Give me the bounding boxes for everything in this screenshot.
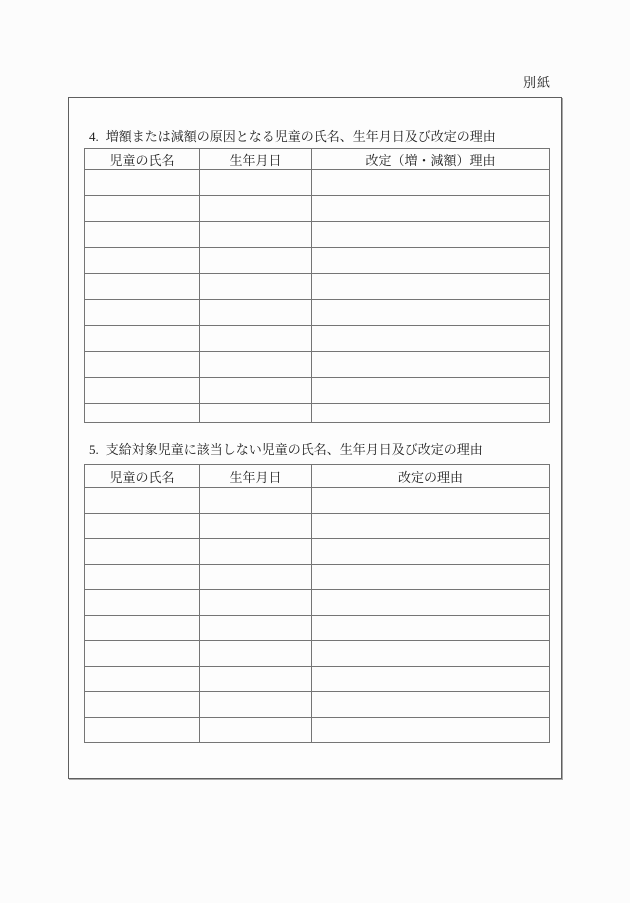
section-4-header-row: [85, 149, 550, 170]
empty-cell: [200, 196, 312, 222]
empty-cell: [312, 404, 550, 423]
empty-cell: [200, 222, 312, 248]
empty-row: [85, 513, 550, 539]
empty-row: [85, 717, 550, 743]
empty-cell: [312, 248, 550, 274]
empty-cell: [85, 222, 200, 248]
empty-cell: [85, 692, 200, 718]
empty-cell: [85, 666, 200, 692]
attachment-label: 別紙: [523, 75, 552, 90]
empty-cell: [200, 274, 312, 300]
empty-cell: [200, 378, 312, 404]
empty-row: [85, 352, 550, 378]
section-5-header-row: [85, 465, 550, 488]
empty-cell: [85, 170, 200, 196]
empty-row: [85, 300, 550, 326]
empty-cell: [312, 564, 550, 590]
empty-cell: [85, 590, 200, 616]
empty-cell: [85, 196, 200, 222]
column-header-revision-reason: 改定の理由: [312, 465, 550, 488]
section-4-table-body: [85, 170, 550, 423]
empty-row: [85, 222, 550, 248]
empty-cell: [85, 326, 200, 352]
section-4-title: [89, 129, 496, 145]
empty-cell: [200, 248, 312, 274]
section-4-number: 4.: [89, 129, 99, 144]
section-5-table-body: [85, 488, 550, 743]
empty-cell: [312, 641, 550, 667]
column-header-child-name: 児童の氏名: [85, 465, 200, 488]
empty-cell: [200, 170, 312, 196]
empty-row: [85, 274, 550, 300]
empty-cell: [85, 300, 200, 326]
empty-cell: [200, 564, 312, 590]
section-4-title-text: 増額または減額の原因となる児童の氏名、生年月日及び改定の理由: [105, 129, 496, 144]
empty-cell: [85, 352, 200, 378]
empty-row: [85, 641, 550, 667]
empty-cell: [85, 564, 200, 590]
empty-row: [85, 692, 550, 718]
empty-cell: [85, 513, 200, 539]
empty-cell: [312, 539, 550, 565]
empty-cell: [312, 196, 550, 222]
empty-cell: [312, 488, 550, 514]
empty-row: [85, 564, 550, 590]
empty-cell: [85, 539, 200, 565]
empty-row: [85, 488, 550, 514]
empty-cell: [200, 326, 312, 352]
empty-cell: [200, 717, 312, 743]
empty-row: [85, 170, 550, 196]
empty-cell: [85, 274, 200, 300]
empty-cell: [200, 615, 312, 641]
empty-cell: [200, 300, 312, 326]
section-4-table: [84, 148, 550, 423]
empty-cell: [200, 404, 312, 423]
empty-cell: [312, 274, 550, 300]
empty-cell: [85, 717, 200, 743]
empty-cell: [312, 300, 550, 326]
empty-cell: [200, 590, 312, 616]
empty-row: [85, 196, 550, 222]
empty-cell: [85, 641, 200, 667]
empty-cell: [312, 352, 550, 378]
empty-cell: [312, 170, 550, 196]
section-5-table: [84, 464, 550, 743]
empty-row: [85, 590, 550, 616]
empty-cell: [200, 666, 312, 692]
empty-row: [85, 404, 550, 423]
empty-row: [85, 615, 550, 641]
empty-cell: [312, 222, 550, 248]
empty-cell: [85, 488, 200, 514]
empty-cell: [85, 378, 200, 404]
empty-cell: [200, 539, 312, 565]
empty-cell: [85, 615, 200, 641]
empty-cell: [85, 404, 200, 423]
empty-cell: [200, 513, 312, 539]
empty-cell: [200, 641, 312, 667]
empty-cell: [312, 666, 550, 692]
column-header-revision-reason: 改定（増・減額）理由: [312, 149, 550, 170]
column-header-birth-date: 生年月日: [200, 465, 312, 488]
empty-cell: [200, 352, 312, 378]
empty-row: [85, 666, 550, 692]
column-header-birth-date: 生年月日: [200, 149, 312, 170]
empty-cell: [312, 717, 550, 743]
empty-cell: [312, 692, 550, 718]
empty-row: [85, 326, 550, 352]
empty-cell: [312, 326, 550, 352]
section-5-title-text: 支給対象児童に該当しない児童の氏名、生年月日及び改定の理由: [105, 442, 483, 457]
empty-row: [85, 248, 550, 274]
empty-cell: [312, 590, 550, 616]
empty-cell: [85, 248, 200, 274]
column-header-child-name: 児童の氏名: [85, 149, 200, 170]
empty-cell: [312, 378, 550, 404]
empty-row: [85, 378, 550, 404]
section-5-number: 5.: [89, 442, 99, 457]
empty-row: [85, 539, 550, 565]
section-5-title: [89, 442, 483, 458]
empty-cell: [200, 488, 312, 514]
empty-cell: [200, 692, 312, 718]
empty-cell: [312, 615, 550, 641]
empty-cell: [312, 513, 550, 539]
form-page: [68, 97, 562, 779]
